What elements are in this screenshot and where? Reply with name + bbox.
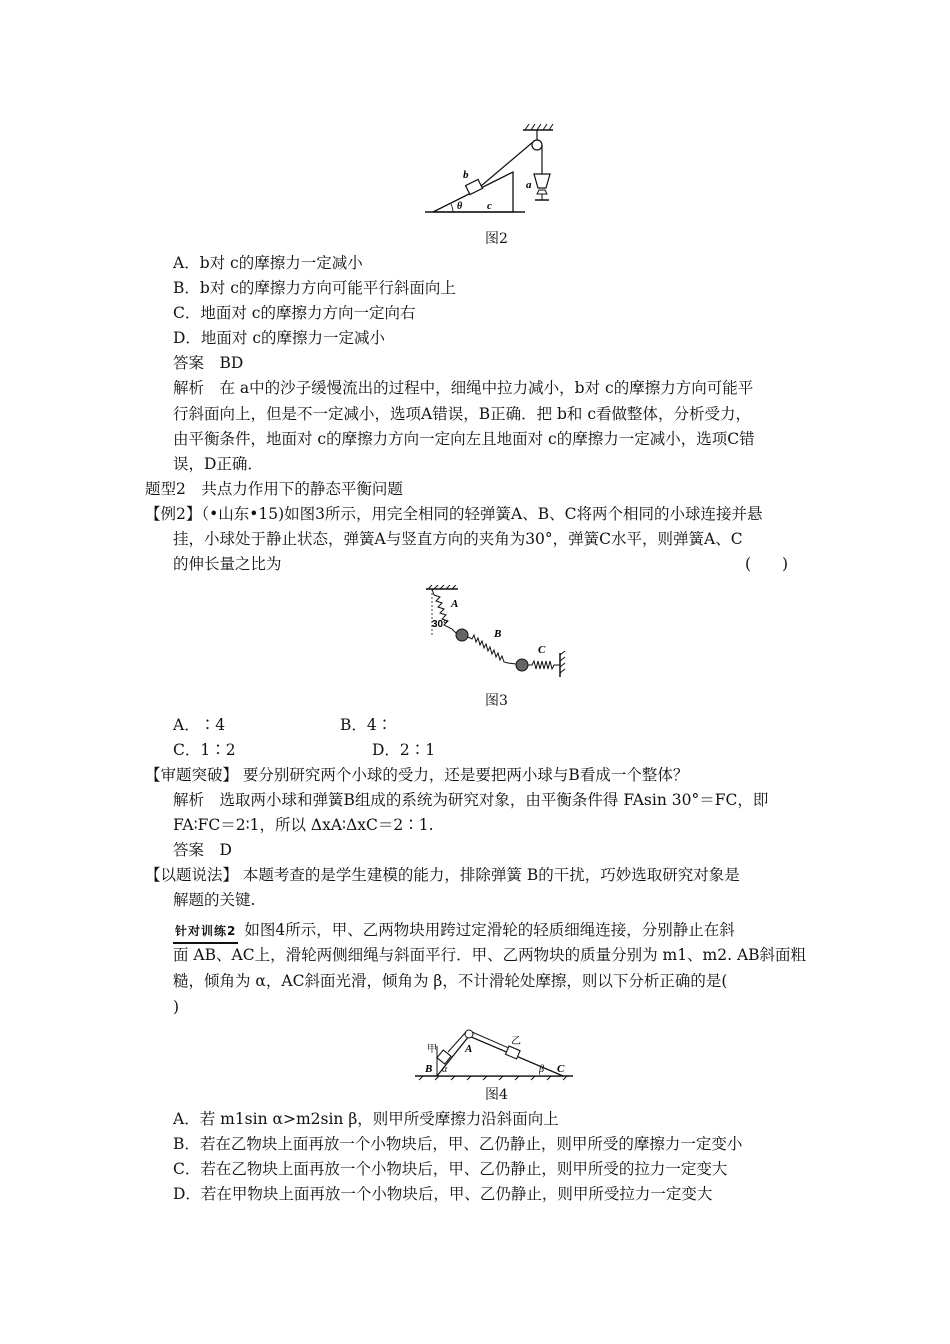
q3-option-a: A．若 m1sin α>m2sin β，则甲所受摩擦力沿斜面向上 (173, 1110, 559, 1128)
fig4-label-A: A (465, 1043, 473, 1055)
fig3-label-B: B (494, 628, 502, 640)
figure-4-caption: 图4 (485, 1087, 508, 1103)
figure-3 (418, 585, 573, 681)
fig4-label-B: B (425, 1063, 433, 1075)
drill-2-first-line (173, 919, 735, 944)
q1-analysis-line: 解析 在 a中的沙子缓慢流出的过程中，细绳中拉力减小，b对 c的摩擦力方向可能平 (173, 379, 754, 397)
figure-2-caption: 图2 (485, 231, 508, 247)
drill-2-line: 糙，倾角为 α，AC斜面光滑，倾角为 β，不计滑轮处摩擦，则以下分析正确的是( (173, 972, 728, 990)
drill-2-tag: 针对训练2 (173, 920, 238, 944)
q1-option-b: B．b对 c的摩擦力方向可能平行斜面向上 (173, 279, 456, 297)
q1-option-c: C．地面对 c的摩擦力方向一定向右 (173, 304, 416, 322)
q2-option-b: B．4∶ (340, 716, 393, 734)
fig2-label-theta: θ (457, 201, 463, 212)
section-heading: 题型2 共点力作用下的静态平衡问题 (145, 480, 403, 498)
figure-2 (425, 122, 565, 218)
q1-answer: 答案 BD (173, 354, 244, 372)
fig4-label-alpha: α (442, 1064, 448, 1075)
q2-answer: 答案 D (173, 841, 232, 859)
q3-option-c: C．若在乙物块上面再放一个小物块后，甲、乙仍静止，则甲所受的拉力一定变大 (173, 1160, 728, 1178)
fig3-label-C: C (538, 644, 546, 656)
fig4-label-yi: 乙 (511, 1036, 521, 1047)
fig4-label-jia: 甲 (427, 1044, 437, 1055)
q2-explain-line: 【以题说法】 本题考查的是学生建模的能力，排除弹簧 B的干扰，巧妙选取研究对象是 (145, 866, 740, 884)
q2-option-c: C．1∶2 (173, 741, 236, 759)
q1-analysis-line: 误，D正确． (173, 455, 263, 473)
example-2-line: 挂，小球处于静止状态，弹簧A与竖直方向的夹角为30°，弹簧C水平，则弹簧A、C (173, 530, 743, 548)
fig3-label-A: A (451, 598, 459, 610)
q2-analysis-line: 解析 选取两小球和弹簧B组成的系统为研究对象，由平衡条件得 FAsin 30°＝FC，即 (173, 791, 769, 809)
q1-analysis-line: 行斜面向上，但是不一定减小，选项A错误，B正确．把 b和 c看做整体，分析受力， (173, 405, 752, 423)
fig2-label-c: c (487, 200, 492, 212)
q2-explain-line: 解题的关键. (173, 891, 256, 909)
q2-breakthrough: 【审题突破】 要分别研究两个小球的受力，还是要把两小球与B看成一个整体？ (145, 766, 689, 784)
q2-option-a: A．∶4 (173, 716, 226, 734)
q3-option-b: B．若在乙物块上面再放一个小物块后，甲、乙仍静止，则甲所受的摩擦力一定变小 (173, 1135, 743, 1153)
q1-analysis-line: 由平衡条件，地面对 c的摩擦力方向一定向左且地面对 c的摩擦力一定减小，选项C错 (173, 430, 755, 448)
drill-2-line: ) (173, 998, 180, 1016)
q3-option-d: D．若在甲物块上面再放一个小物块后，甲、乙仍静止，则甲所受拉力一定变大 (173, 1185, 713, 1203)
drill-2-line: 面 AB、AC上，滑轮两侧细绳与斜面平行．甲、乙两物块的质量分别为 m1、m2. AB斜面粗 (173, 946, 807, 964)
fig2-label-b: b (463, 169, 469, 181)
fig2-label-a: a (526, 179, 532, 191)
drill-2-line: 如图4所示，甲、乙两物块用跨过定滑轮的轻质细绳连接，分别静止在斜 (244, 921, 735, 939)
example-2-line: 的伸长量之比为 (173, 555, 282, 573)
q1-option-a: A．b对 c的摩擦力一定减小 (173, 254, 363, 272)
fig4-label-beta: β (539, 1064, 544, 1075)
fig4-label-C: C (557, 1063, 565, 1075)
figure-4 (415, 1026, 575, 1082)
fig3-label-angle: 30° (432, 619, 448, 630)
figure-3-caption: 图3 (485, 693, 508, 709)
example-2-line: 【例2】（•山东•15)如图3所示，用完全相同的轻弹簧A、B、C将两个相同的小球连接并悬 (145, 505, 763, 523)
q2-option-d: D．2∶1 (372, 741, 436, 759)
q2-analysis-line: FA∶FC＝2∶1，所以 ΔxA∶ΔxC＝2∶1. (173, 816, 434, 834)
q1-option-d: D．地面对 c的摩擦力一定减小 (173, 329, 386, 347)
example-2-bracket: ( ) (745, 555, 789, 573)
